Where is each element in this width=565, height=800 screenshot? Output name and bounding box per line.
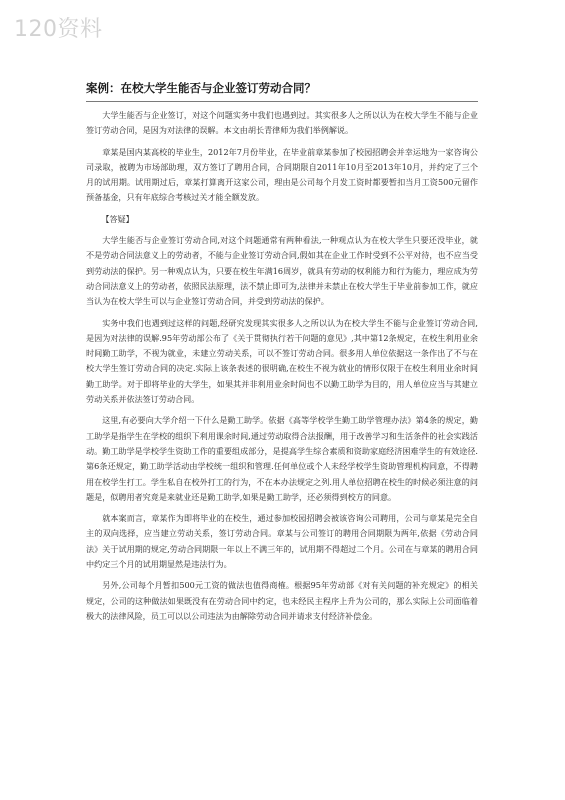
answer-paragraph-3: 这里,有必要向大学介绍一下什么是勤工助学。依据《高等学校学生勤工助学管理办法》第4条的规定，勤工助学是指学生在学校的组织下利用课余时间,通过劳动取得合法报酬，用于改善学习和生活条件的社会实践活动。勤工助学是学校学生资助工作的重要组成部分，是提高学生综合素质和资助家庭经济困难学生的有效途径.第6条还规定，勤工助学活动由学校统一组织和管理.任何单位或个人未经学校学生资助管理机构同意，不得聘用在校学生打工。学生私自在校外打工的行为，不在本办法规定之列.用人单位招聘在校生的时候必须注意的问题是，似聘用者究竟是来就业还是勤工助学,如果是勤工助学，还必须得到校方的同意。 xyxy=(86,415,478,502)
watermark-logo: 120资料 xyxy=(14,17,103,42)
intro-paragraph: 大学生能否与企业签订，对这个问题实务中我们也遇到过。其实很多人之所以认为在校大学生不能与企业签订劳动合同，是因为对法律的误解。本文由胡长青律师为我们举例解说。 xyxy=(86,110,478,136)
document-body xyxy=(86,80,478,630)
case-paragraph: 章某是国内某高校的毕业生，2012年7月份毕业，在毕业前章某参加了校园招聘会并幸运地为一家咨询公司录取，被聘为市场部助理，双方签订了聘用合同，合同期限自2011年10月至2013年10月，并约定了三个月的试用期。试用期过后，章某打算离开这家公司，理由是公司每个月发工资时都要暂扣当月工资500元留作预备基金，只有年底综合考核过关才能全额发放。 xyxy=(86,146,478,203)
answer-paragraph-2: 实务中我们也遇到过这样的问题,经研究发现其实很多人之所以认为在校大学生不能与企业签订劳动合同,是因为对法律的误解.95年劳动部公布了《关于贯彻执行若干问题的意见》,其中第12条规定，在校生利用业余时间勤工助学，不视为就业，未建立劳动关系，可以不签订劳动合同。很多用人单位依据这一条作出了不与在校大学生签订劳动合同的决定.实际上该条表述的很明确,在校生不视为就业的情形仅限于在校生利用业余时间勤工助学。对于即将毕业的大学生，如果其并非利用业余时间也不以勤工助学为目的，用人单位应当与其建立劳动关系并依法签订劳动合同。 xyxy=(86,317,478,405)
answer-label: 【答疑】 xyxy=(101,213,134,224)
article-title: 案例：在校大学生能否与企业签订劳动合同？ xyxy=(86,80,478,102)
answer-paragraph-4: 就本案而言，章某作为即将毕业的在校生，通过参加校园招聘会被该咨询公司聘用，公司与章某是完全自主的双向选择，应当建立劳动关系，签订劳动合同。章某与公司签订的聘用合同期限为两年,依据《劳动合同法》关于试用期的规定,劳动合同期限一年以上不满三年的，试用期不得超过二个月。公司在与章某的聘用合同中约定三个月的试用期显然是违法行为。 xyxy=(86,513,478,570)
answer-paragraph-1: 大学生能否与企业签订劳动合同,对这个问题通常有两种看法,一种观点认为在校大学生只要还没毕业，就不是劳动合同法意义上的劳动者，不能与企业签订劳动合同,假如其在企业工作时受到不公平对待，也不应当受到劳动法的保护。另一种观点认为，只要在校生年满16周岁，就具有劳动的权利能力和行为能力，理应成为劳动合同法意义上的劳动者，依照民法原理，法不禁止即可为,法律并未禁止在校大学生于毕业前参加工作，就应当认为在校大学生可以与企业签订劳动合同，并受到劳动法的保护。 xyxy=(86,235,478,307)
answer-paragraph-5: 另外,公司每个月暂扣500元工资的做法也值得商榷。根据95年劳动部《对有关问题的补充规定》的相关规定，公司的这种做法如果既没有在劳动合同中约定，也未经民主程序上升为公司的，那么实际上公司面临着极大的法律风险，员工可以以公司违法为由解除劳动合同并请求支付经济补偿金。 xyxy=(86,580,478,621)
